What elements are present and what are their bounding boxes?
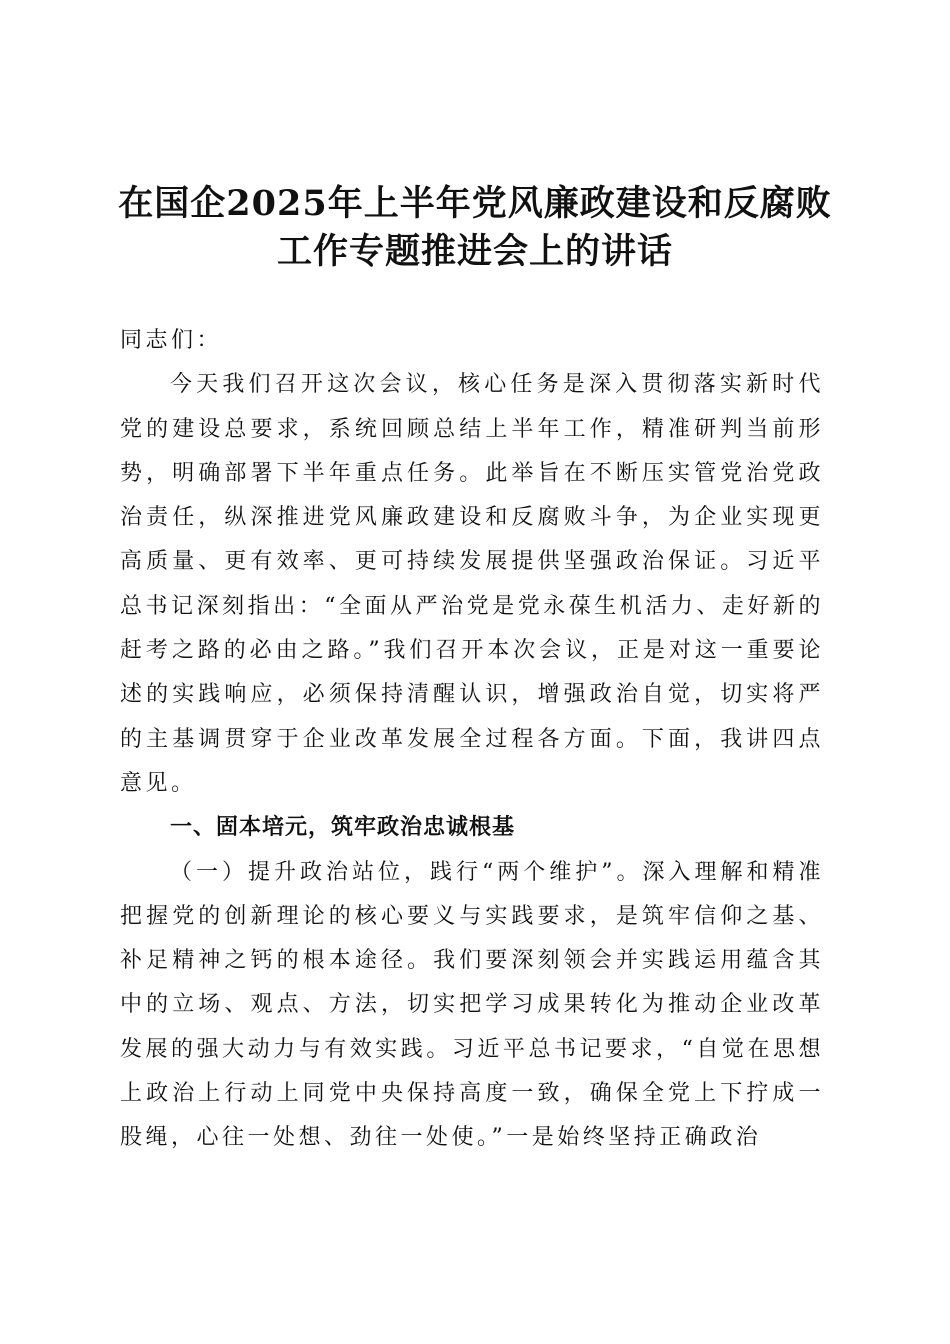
- title-line-2: 工作专题推进会上的讲话: [276, 231, 673, 272]
- salutation: 同志们：: [120, 328, 223, 353]
- document-title: [110, 180, 840, 276]
- intro-paragraph: 今天我们召开这次会议，核心任务是深入贯彻落实新时代党的建设总要求，系统回顾总结上半年工作，精准研判当前形势，明确部署下半年重点任务。此举旨在不断压实管党治党政治责任，纵深推进党风廉政建设和反腐败斗争，为企业实现更高质量、更有效率、更可持续发展提供坚强政治保证。习近平总书记深刻指出：“全面从严治党是党永葆生机活力、走好新的赶考之路的必由之路。”我们召开本次会议，正是对这一重要论述的实践响应，必须保持清醒认识，增强政治自觉，切实将严的主基调贯穿于企业改革发展全过程各方面。下面，我讲四点意见。: [120, 372, 824, 796]
- title-line-1: 在国企2025年上半年党风廉政建设和反腐败: [118, 183, 832, 224]
- section-1-heading: 一、固本培元，筑牢政治忠诚根基: [170, 815, 516, 841]
- document-body: [120, 319, 824, 1161]
- section-1-paragraph-1: （一）提升政治站位，践行“两个维护”。深入理解和精准把握党的创新理论的核心要义与实践要求，是筑牢信仰之基、补足精神之钙的根本途径。我们要深刻领会并实践运用蕴含其中的立场、观点、方法，切实把学习成果转化为推动企业改革发展的强大动力与有效实践。习近平总书记要求，“自觉在思想上政治上行动上同党中央保持高度一致，确保全党上下拧成一股绳，心往一处想、劲往一处使。”一是始终坚持正确政治: [120, 859, 824, 1151]
